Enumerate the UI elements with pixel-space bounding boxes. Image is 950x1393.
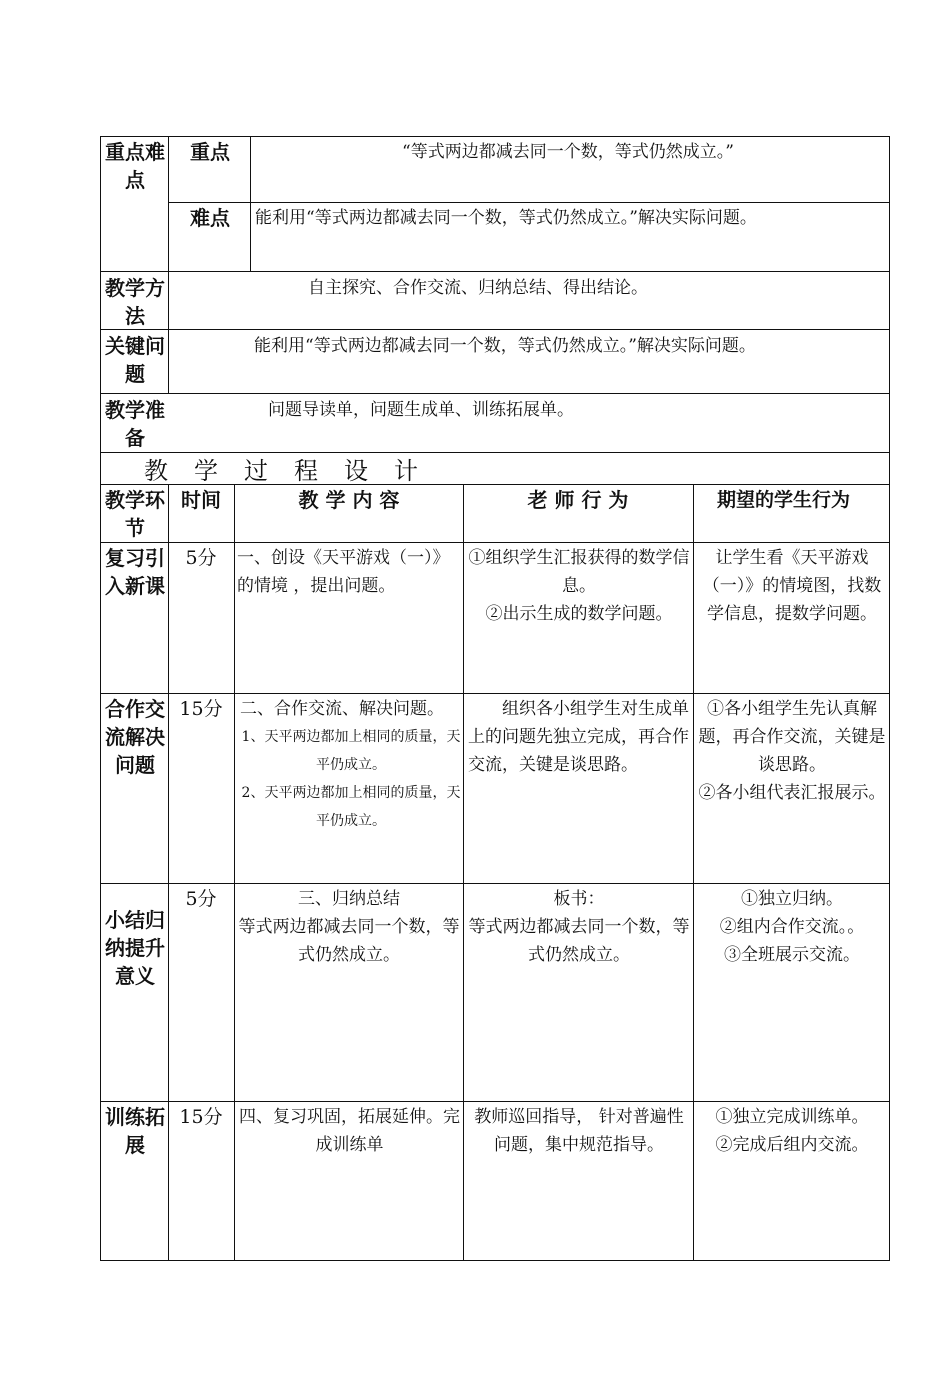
row-4-stage: 训练拓展 [105,1105,165,1157]
row-3-content-heading: 三、归纳总结 [298,889,400,909]
key-question-label: 关键问题 [105,334,165,386]
process-design-title: 教学过程设计 [144,457,444,485]
row-divider [100,271,890,272]
table-border-left [100,136,101,1261]
row-3-teacher-text: 等式两边都减去同一个数，等式仍然成立。 [468,917,690,965]
col-divider [168,136,169,271]
focus-difficulty-label: 重点难点 [105,140,165,192]
row-divider [100,693,890,694]
row-3-stage: 小结归纳提升意义 [105,908,165,988]
col-divider [234,484,235,1260]
difficulty-label: 难点 [190,206,230,230]
row-2-time: 15分 [179,698,223,720]
key-point-label: 重点 [190,140,230,164]
col-divider [693,484,694,1260]
row-divider [168,202,890,203]
col-divider [250,136,251,271]
row-2-student-b: ②各小组代表汇报展示。 [698,783,886,803]
row-1-teacher-a: ①组织学生汇报获得的数学信息。 [468,548,690,596]
row-3-content-text: 等式两边都减去同一个数，等式仍然成立。 [238,917,460,965]
row-4-teacher: 教师巡回指导， 针对普遍性问题，集中规范指导。 [474,1107,684,1155]
row-1-student: 让学生看《天平游戏（一）》的情境图，找数学信息，提数学问题。 [702,548,882,624]
row-1-time: 5分 [185,547,217,569]
row-divider [100,883,890,884]
header-student: 期望的学生行为 [717,489,851,511]
row-2-student-a: ①各小组学生先认真解题，再合作交流，关键是谈思路。 [698,699,886,775]
row-divider [100,1101,890,1102]
key-point-text: “等式两边都减去同一个数，等式仍然成立。” [402,142,734,162]
header-content: 教 学 内 容 [298,488,400,512]
teaching-method-text: 自主探究、合作交流、归纳总结、得出结论。 [308,278,648,298]
col-divider [168,484,169,1260]
row-divider [100,542,890,543]
row-1-stage: 复习引入新课 [105,546,165,598]
teaching-method-label: 教学方法 [105,276,165,328]
header-teacher: 老 师 行 为 [527,488,629,512]
header-time: 时间 [181,488,221,512]
table-border-bottom [100,1260,890,1261]
row-2-content-item-2: 2、天平两边都加上相同的质量，天平仍成立。 [241,785,461,829]
row-divider [100,452,890,453]
difficulty-text: 能利用“等式两边都减去同一个数，等式仍然成立。”解决实际问题。 [255,208,757,228]
row-4-student-a: ①独立完成训练单。 [715,1107,869,1127]
row-2-stage: 合作交流解决问题 [105,697,165,777]
row-divider [100,329,890,330]
row-2-content-heading: 二、合作交流、解决问题。 [240,699,444,719]
row-divider [100,393,890,394]
col-divider [463,484,464,1260]
row-2-teacher: 组织各小组学生对生成单上的问题先独立完成，再合作交流，关键是谈思路。 [468,699,689,775]
row-3-teacher-heading: 板书： [553,889,605,909]
row-4-content: 四、复习巩固，拓展延伸。完成训练单 [239,1107,460,1155]
row-3-time: 5分 [185,888,217,910]
header-stage: 教学环节 [105,488,165,540]
lesson-plan-table [100,136,890,1261]
row-3-student-b: ②组内合作交流。。 [719,917,865,937]
row-3-student-a: ①独立归纳。 [741,889,843,909]
row-4-time: 15分 [179,1106,223,1128]
row-4-student-b: ②完成后组内交流。 [715,1135,869,1155]
table-border-top [100,136,890,137]
key-question-text: 能利用“等式两边都减去同一个数，等式仍然成立。”解决实际问题。 [254,336,756,356]
row-1-content: 一、创设《天平游戏（一）》的情境 ，提出问题。 [237,548,450,596]
preparation-label: 教学准备 [105,398,165,450]
row-3-student-c: ③全班展示交流。 [724,945,860,965]
row-1-teacher-b: ②出示生成的数学问题。 [485,604,673,624]
table-border-right [889,136,890,1261]
preparation-text: 问题导读单，问题生成单、训练拓展单。 [268,400,574,420]
col-divider [168,271,169,394]
row-2-content-item-1: 1、天平两边都加上相同的质量，天平仍成立。 [241,729,461,773]
